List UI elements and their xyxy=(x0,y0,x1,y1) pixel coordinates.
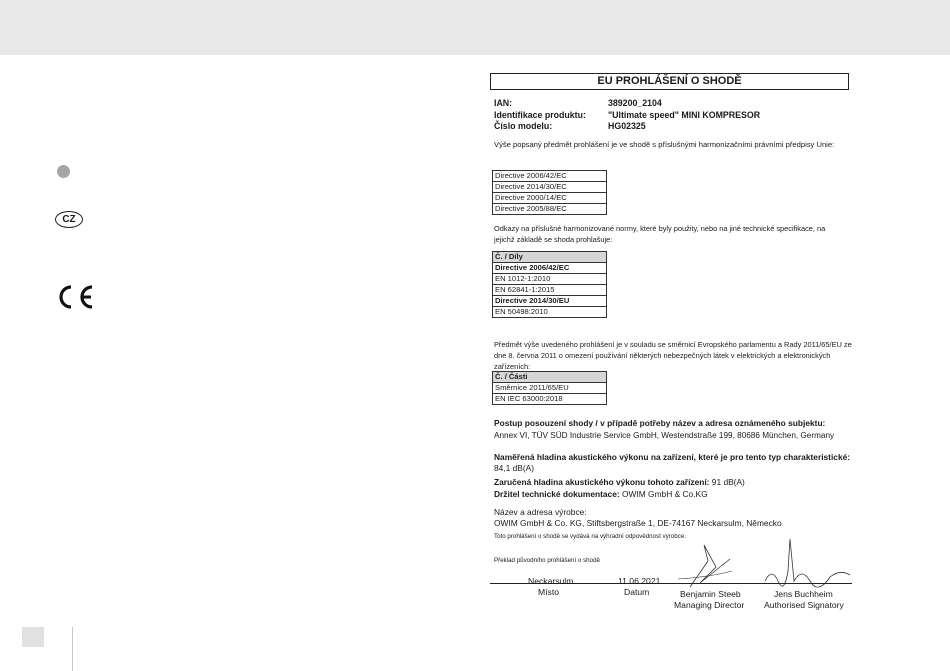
id-label: Identifikace produktu: xyxy=(494,109,586,120)
table-row xyxy=(493,252,607,263)
measured-value: 84,1 dB(A) xyxy=(494,463,535,473)
id-row xyxy=(494,110,760,122)
header-cell: Č. / Části xyxy=(493,372,607,383)
signer1-name: Benjamin Steeb xyxy=(680,589,741,599)
procedure-heading: Postup posouzení shody / v případě potřeby název a adresa oznámeného subjektu: xyxy=(494,418,826,428)
guaranteed-value: 91 dB(A) xyxy=(711,477,745,487)
standard-cell: EN 62841-1:2015 xyxy=(493,285,607,296)
directives-table xyxy=(492,170,607,215)
id-label: Číslo modelu: xyxy=(494,121,553,131)
standards-table xyxy=(492,251,607,318)
table-row xyxy=(493,171,607,182)
table-row xyxy=(493,285,607,296)
id-value: 389200_2104 xyxy=(608,98,662,108)
place-value: Neckarsulm xyxy=(528,576,574,586)
table-row xyxy=(493,394,607,405)
doc-holder xyxy=(494,489,708,500)
rohs-intro: Předmět výše uvedeného prohlášení je v souladu se směrnicí Evropského parlamentu a Rady 2011/65/EU ze dne 8. června 2011 o omezení používání některých nebezpečných látek v elektrických a elektronických zařízeních: xyxy=(494,340,852,371)
id-row xyxy=(494,121,760,133)
intro-text: Výše popsaný předmět prohlášení je ve shodě s příslušnými harmonizačními právními předpisy Unie: xyxy=(494,140,835,149)
table-row xyxy=(493,263,607,274)
signatures-image xyxy=(670,537,860,597)
id-value: HG02325 xyxy=(608,121,646,131)
header-cell: Č. / Díly xyxy=(493,252,607,263)
table-row xyxy=(493,296,607,307)
country-badge: CZ xyxy=(55,211,83,228)
table-row xyxy=(493,182,607,193)
rohs-cell: EN IEC 63000:2018 xyxy=(493,394,607,405)
grey-dot-icon xyxy=(57,165,70,178)
directive-cell: Directive 2000/14/EC xyxy=(493,193,607,204)
standard-cell: Directive 2014/30/EU xyxy=(493,296,607,307)
document-title: EU PROHLÁŠENÍ O SHODĚ xyxy=(490,73,849,90)
table-row xyxy=(493,193,607,204)
product-id-table xyxy=(494,98,760,133)
top-bar xyxy=(0,0,950,55)
page-divider xyxy=(72,627,73,671)
guaranteed-label: Zaručená hladina akustického výkonu tohoto zařízení: xyxy=(494,477,710,487)
procedure-text: Annex VI, TÜV SÜD Industrie Service GmbH, Westendstraße 199, 80686 München, Germany xyxy=(494,431,835,440)
measured-level xyxy=(494,452,856,474)
rohs-table xyxy=(492,371,607,405)
declaration-document xyxy=(480,55,950,671)
holder-label: Držitel technické dokumentace: xyxy=(494,489,620,499)
standard-cell: EN 1012-1:2010 xyxy=(493,274,607,285)
signer2-title: Authorised Signatory xyxy=(764,600,844,610)
table-row xyxy=(493,372,607,383)
responsibility-text: Toto prohlášení o shodě se vydává na výhradní odpovědnost výrobce. xyxy=(494,533,686,540)
id-label: IAN: xyxy=(494,98,513,108)
id-row xyxy=(494,98,760,110)
standard-cell: Directive 2006/42/EC xyxy=(493,263,607,274)
table-row xyxy=(493,383,607,394)
translation-note: Překlad původního prohlášení o shodě xyxy=(494,557,600,564)
table-row xyxy=(493,274,607,285)
table-row xyxy=(493,204,607,215)
signer2-name: Jens Buchheim xyxy=(774,589,833,599)
manufacturer-value: OWIM GmbH & Co. KG, Stiftsbergstraße 1, DE-74167 Neckarsulm, Německo xyxy=(494,518,782,528)
guaranteed-level xyxy=(494,477,745,488)
place-label: Místo xyxy=(538,587,560,597)
measured-label: Naměřená hladina akustického výkonu na zařízení, které je pro tento typ charakteristické: xyxy=(494,452,851,462)
ce-mark-icon xyxy=(54,283,96,311)
page-number-box xyxy=(22,627,44,647)
directive-cell: Directive 2005/88/EC xyxy=(493,204,607,215)
standards-intro: Odkazy na příslušné harmonizované normy, které byly použity, nebo na jiné technické specifikace, na jejichž základě se shoda prohlašuje: xyxy=(494,224,826,244)
table-row xyxy=(493,307,607,318)
rohs-cell: Směrnice 2011/65/EU xyxy=(493,383,607,394)
directive-cell: Directive 2014/30/EC xyxy=(493,182,607,193)
manufacturer-label: Název a adresa výrobce: xyxy=(494,507,587,517)
id-value: "Ultimate speed" MINI KOMPRESOR xyxy=(608,109,761,120)
date-label: Datum xyxy=(624,587,650,597)
directive-cell: Directive 2006/42/EC xyxy=(493,171,607,182)
holder-value: OWIM GmbH & Co.KG xyxy=(622,489,708,499)
signer1-title: Managing Director xyxy=(674,600,745,610)
date-value: 11.06.2021 xyxy=(618,576,661,586)
standard-cell: EN 50498:2010 xyxy=(493,307,607,318)
left-column xyxy=(0,55,470,671)
